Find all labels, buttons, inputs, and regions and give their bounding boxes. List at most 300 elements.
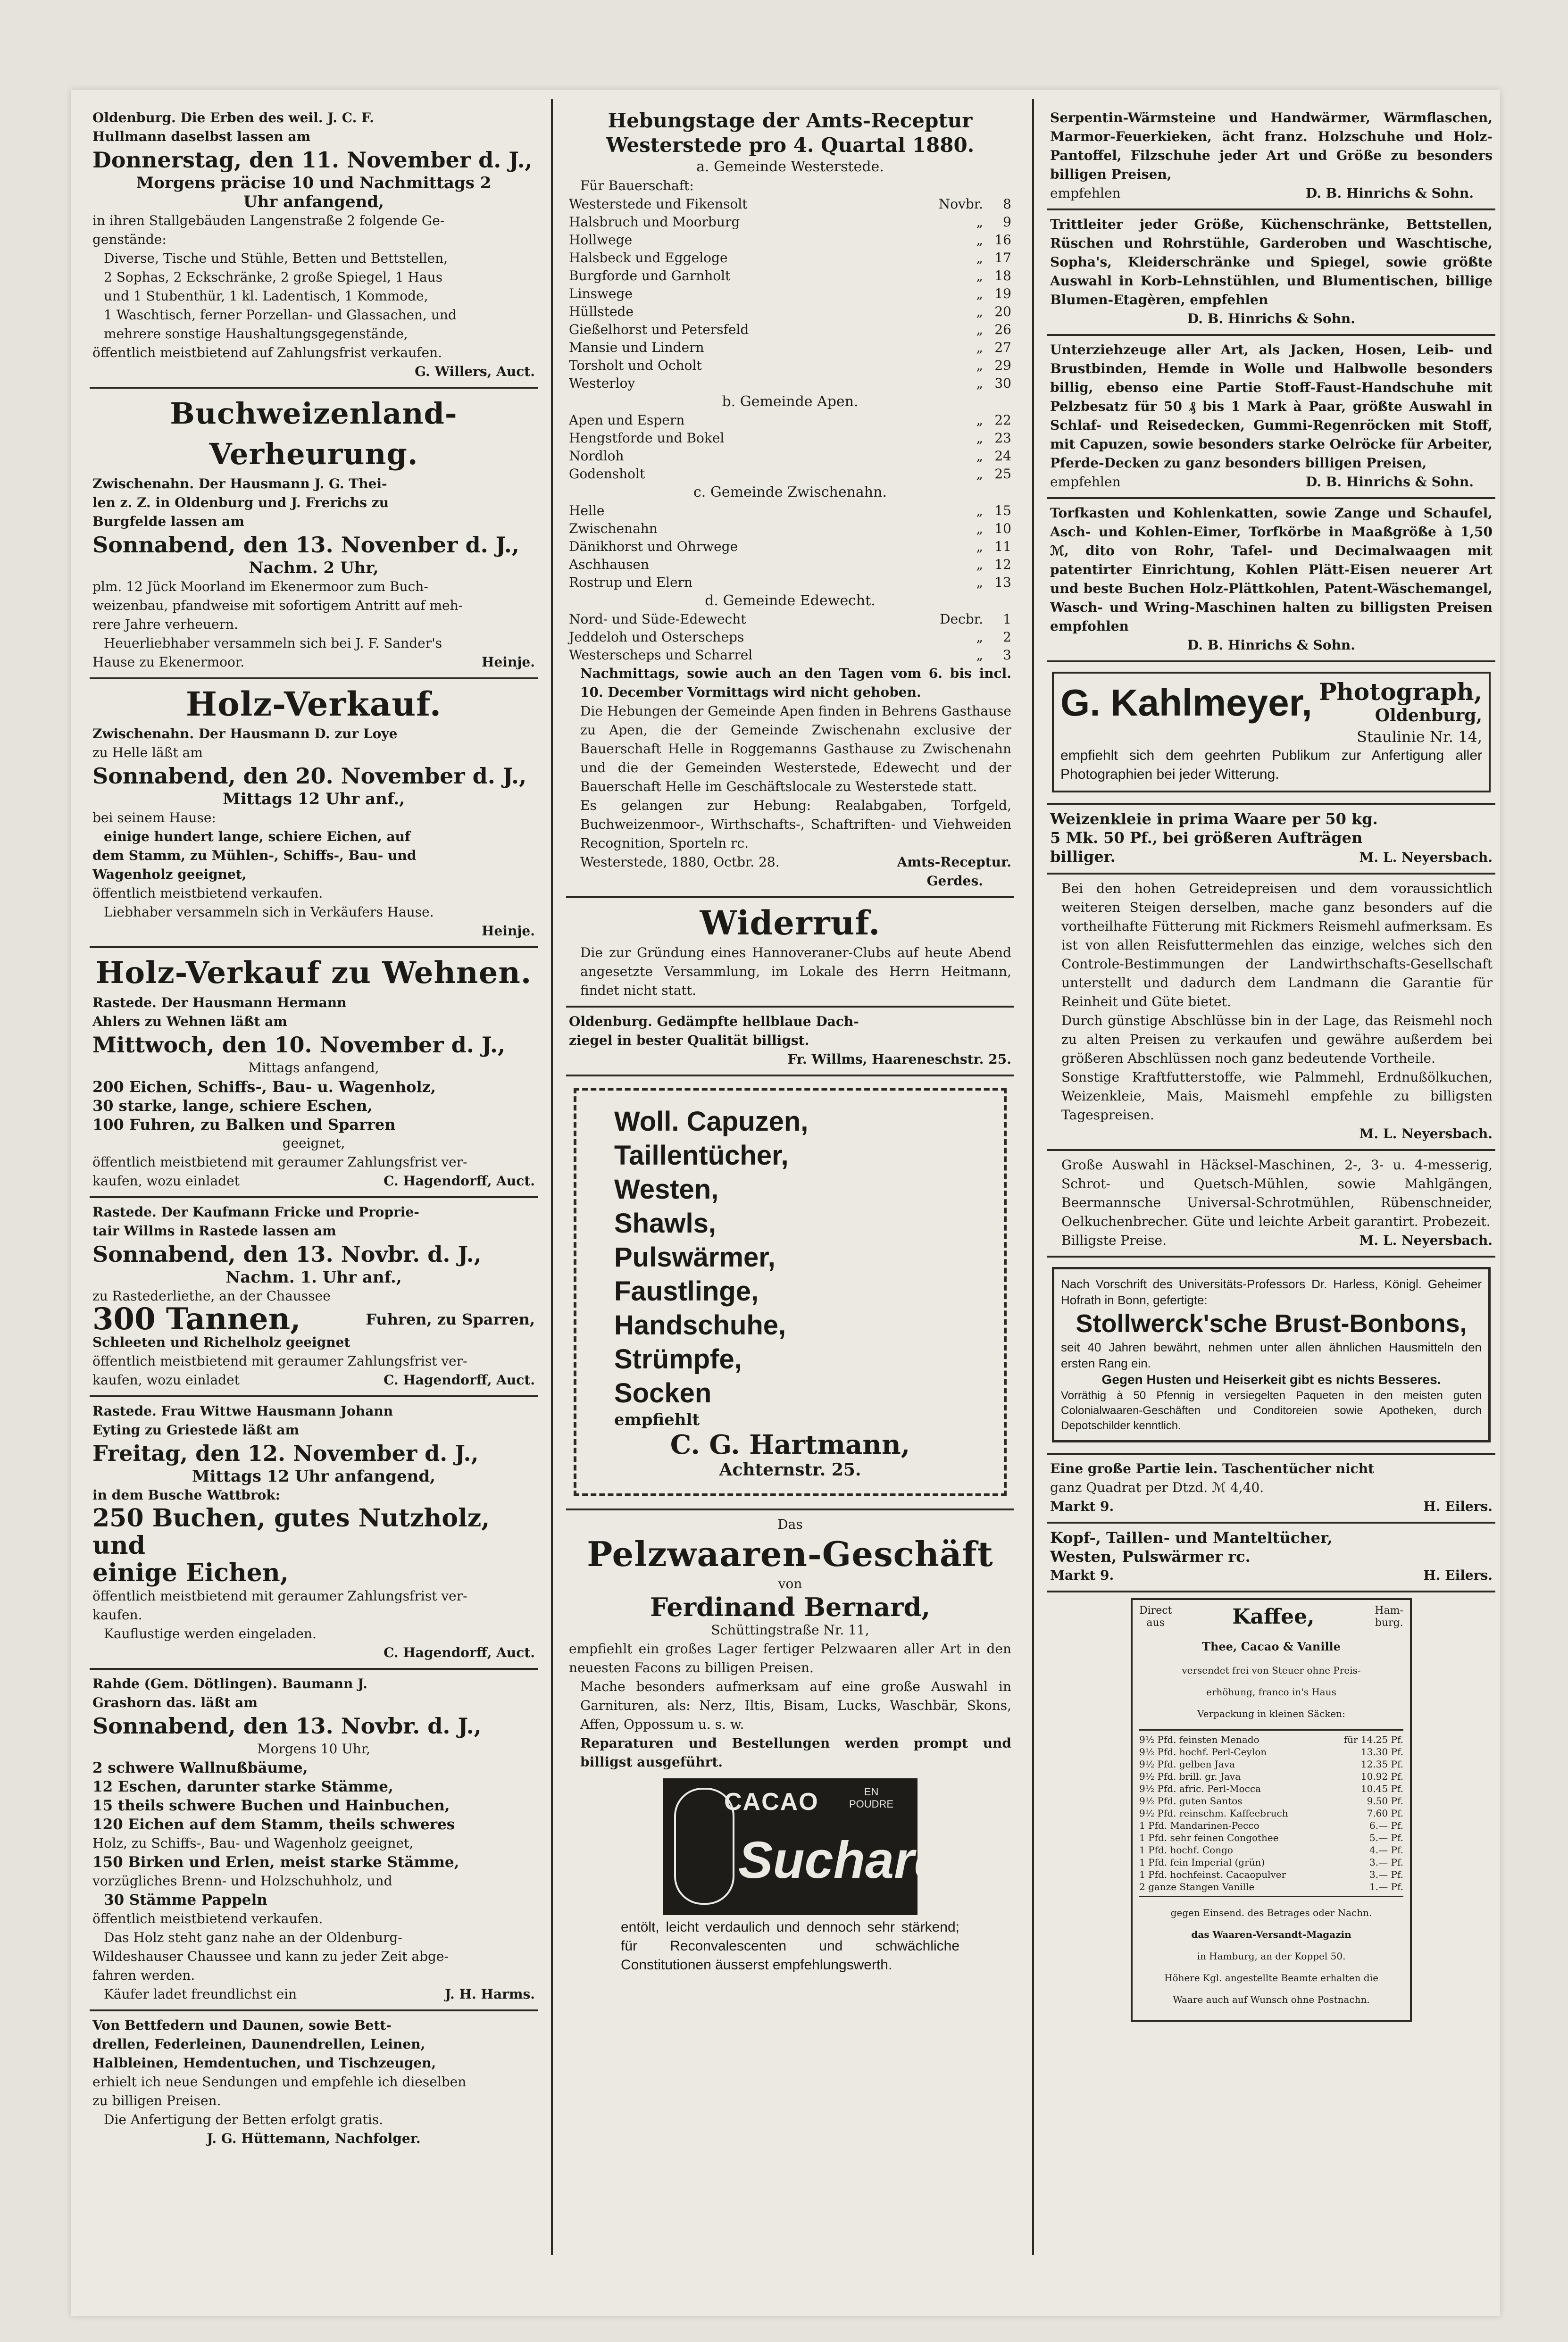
- ad-text: Kopf-, Taillen- und Manteltücher,: [1050, 1529, 1333, 1547]
- schedule-row: [569, 465, 1011, 483]
- ad-time: Morgens 10 Uhr,: [257, 1741, 371, 1757]
- ad-text: Ham-: [1375, 1605, 1403, 1617]
- schedule-day: 30: [994, 375, 1011, 391]
- ad-time: Nachm. 2 Uhr,: [249, 558, 379, 577]
- ad-text: Die zur Gründung eines Hannoveraner-Clubs auf heute Abend angesetzte Versammlung, im Lokale des Herrn Heitmann, findet nicht statt.: [580, 945, 1011, 998]
- ad-text: 150 Birken und Erlen, meist starke Stämme,: [92, 1854, 459, 1871]
- ad-text: erhöhung, franco in's Haus: [1206, 1686, 1336, 1698]
- photographer-box: [1052, 672, 1491, 792]
- schedule-row: [569, 502, 1011, 520]
- price-item: 1 Pfd. hochfeinst. Cacaopulver: [1139, 1869, 1286, 1880]
- ad-text: 30 Stämme Pappeln: [104, 1892, 267, 1909]
- schedule-place: Zwischenahn: [569, 521, 658, 536]
- ad-text: Vorräthig à 50 Pfennig in versiegelten Paqueten in den meisten guten Colonialwaaren-Geschäften und Conditoreien sowie Apotheken, durch Depotschilder kenntlich.: [1061, 1389, 1482, 1432]
- ad-signature: H. Eilers.: [1423, 1567, 1493, 1583]
- schedule-mon: „: [976, 629, 983, 645]
- ad-signature: Ferdinand Bernard,: [650, 1592, 931, 1622]
- ad-text: Wagenholz geeignet,: [92, 867, 247, 882]
- schedule-place: Rostrup und Elern: [569, 575, 693, 590]
- schedule-place: Linswege: [569, 286, 633, 301]
- ad-eilers-tuecher: [1047, 1524, 1495, 1592]
- price-item: 1 Pfd. fein Imperial (grün): [1139, 1857, 1265, 1868]
- ad-address: Schüttingstraße Nr. 11,: [711, 1622, 869, 1638]
- ad-maschinen: [1047, 1151, 1495, 1258]
- schedule-place: Hengstforde und Bokel: [569, 430, 725, 446]
- schedule-day: 29: [994, 358, 1011, 373]
- ad-title: Buchweizenland-Verheurung.: [170, 396, 458, 471]
- schedule-day: 20: [994, 304, 1011, 319]
- schedule-day: 16: [994, 232, 1011, 248]
- schedule-place: Hüllstede: [569, 304, 634, 319]
- schedule-list: [569, 610, 1011, 664]
- ad-signature: D. B. Hinrichs & Sohn.: [1305, 474, 1474, 490]
- ad-text: in ihren Stallgebäuden Langenstraße 2 folgende Ge-: [92, 213, 445, 228]
- price-item: 9½ Pfd. afric. Perl-Mocca: [1139, 1783, 1261, 1794]
- ad-buchen-eyting: [90, 1397, 538, 1670]
- schedule-row: [569, 213, 1011, 231]
- ad-text: Grashorn das. läßt am: [92, 1695, 258, 1710]
- schedule-row: [569, 375, 1011, 392]
- price-value: 3.— Pf.: [1369, 1869, 1403, 1880]
- ad-bettfedern: [90, 2011, 538, 2154]
- ad-signature: C. Hagendorff, Auct.: [384, 1173, 535, 1189]
- ad-title: Kaffee,: [1232, 1605, 1315, 1629]
- ad-text: Durch günstige Abschlüsse bin in der Lage, das Reismehl noch zu alten Preisen zu verkaufen und gewähre außerdem bei größeren Abschlüssen noch ganz bedeutende Vortheile.: [1061, 1013, 1493, 1066]
- ad-title: Holz-Verkauf.: [185, 684, 442, 724]
- logo-text: CACAO: [724, 1788, 819, 1816]
- schedule-mon: „: [976, 286, 983, 301]
- ad-text: genstände:: [92, 232, 167, 247]
- ad-auction-hullmann: [90, 104, 538, 389]
- logo-brand: Suchard: [738, 1831, 946, 1889]
- wares-item: Shawls,: [614, 1208, 716, 1239]
- ad-text: Nach Vorschrift des Universitäts-Professors Dr. Harless, Königl. Geheimer Hofrath in Bonn, gefertigte:: [1061, 1277, 1482, 1307]
- ad-title: Westerstede pro 4. Quartal 1880.: [606, 133, 975, 157]
- ad-text: Thee, Cacao & Vanille: [1202, 1640, 1341, 1653]
- schedule-place: Helle: [569, 503, 605, 518]
- schedule-mon: „: [976, 557, 983, 572]
- section-heading: c. Gemeinde Zwischenahn.: [693, 484, 887, 500]
- ad-title: Stollwerck'sche Brust-Bonbons,: [1076, 1309, 1467, 1338]
- price-item: 1 Pfd. Mandarinen-Pecco: [1139, 1820, 1259, 1831]
- ad-text: Wildeshauser Chaussee und kann zu jeder Zeit abge-: [92, 1949, 449, 1964]
- ad-highlight: einige Eichen,: [92, 1559, 289, 1587]
- price-row: [1139, 1856, 1403, 1868]
- schedule-row: [569, 556, 1011, 574]
- schedule-place: Jeddeloh und Osterscheps: [569, 629, 744, 645]
- ad-text: Die Hebungen der Gemeinde Apen finden in Behrens Gasthause zu Apen, die der Gemeinde Zwischenahn exclusive der Bauerschaft Helle in Roggemanns Gasthause zu Zwischenahn und die der Gemeinden Westerstede, Edewecht und der Bauerschaft Helle im Geschäftslocale zu Westerstede statt.: [580, 703, 1011, 794]
- ad-text: Direct: [1139, 1605, 1172, 1617]
- ad-tannen: [90, 1198, 538, 1397]
- ad-text: in dem Busche Wattbrok:: [92, 1487, 281, 1503]
- ad-time: Uhr anfangend,: [243, 192, 384, 211]
- ad-text: versendet frei von Steuer ohne Preis-: [1182, 1665, 1361, 1676]
- price-row: [1139, 1868, 1403, 1881]
- ad-text: öffentlich meistbietend auf Zahlungsfrist verkaufen.: [92, 345, 442, 360]
- ad-reismehl: [1047, 875, 1495, 1151]
- price-row: [1139, 1881, 1403, 1893]
- ornamental-frame: [574, 1088, 1007, 1496]
- ad-text: billiger.: [1050, 848, 1116, 866]
- ad-text: Unterziehzeuge aller Art, als Jacken, Hosen, Leib- und Brustbinden, Hemde in Wolle und Halbwolle besonders billig, ebenso eine Partie Stoff-Faust-Handschuhe mit Pelzbesatz für 50 ₰ bis 1 Mark à Paar, größte Auswahl in Schlaf- und Reisedecken, Gummi-Regenröcken mit Stoff, mit Capuzen, sowie besonders starke Oelröcke für Arbeiter, Pferde-Decken zu ganz besonders billigen Preisen,: [1050, 342, 1493, 471]
- ad-signature: M. L. Neyersbach.: [1359, 1126, 1493, 1142]
- ad-stollwerck: [1047, 1258, 1495, 1455]
- schedule-place: Torsholt und Ocholt: [569, 358, 702, 373]
- ad-text: geeignet,: [282, 1135, 345, 1151]
- wares-item: Pulswärmer,: [614, 1242, 776, 1273]
- price-item: 9½ Pfd. brill. gr. Java: [1139, 1771, 1241, 1782]
- ad-date: Mittwoch, den 10. November d. J.,: [92, 1032, 506, 1058]
- schedule-place: Burgforde und Garnholt: [569, 268, 731, 283]
- schedule-row: [569, 339, 1011, 357]
- ad-hinrichs-unterzeug: [1047, 336, 1495, 499]
- price-item: 9½ Pfd. guten Santos: [1139, 1795, 1243, 1807]
- ad-text: kaufen, wozu einladet: [92, 1173, 240, 1189]
- ad-text: rere Jahre verheuern.: [92, 617, 238, 632]
- ad-text: Für Bauerschaft:: [580, 178, 694, 193]
- schedule-place: Hollwege: [569, 232, 633, 248]
- schedule-place: Halsbruch und Moorburg: [569, 214, 740, 230]
- ad-holz-verkauf-zur-loye: [90, 679, 538, 948]
- column-3: [1047, 104, 1495, 2027]
- schedule-place: Westerscheps und Scharrel: [569, 647, 753, 663]
- ad-signature: C. Hagendorff, Auct.: [384, 1372, 535, 1388]
- ad-text: weizenbau, pfandweise mit sofortigem Antritt auf meh-: [92, 598, 463, 613]
- ad-text: Ahlers zu Wehnen läßt am: [92, 1014, 287, 1029]
- ad-text: Das: [777, 1517, 803, 1532]
- ad-text: Halbleinen, Hemdentuchen, und Tischzeugen,: [92, 2055, 436, 2071]
- schedule-day: 26: [994, 322, 1011, 337]
- ad-text: bei seinem Hause:: [92, 810, 216, 825]
- ad-text: Das Holz steht ganz nahe an der Oldenburg-: [104, 1930, 402, 1945]
- column-rule: [1032, 99, 1034, 2255]
- schedule-place: Westerloy: [569, 375, 635, 391]
- schedule-day: 3: [1003, 647, 1011, 663]
- ad-address: Markt 9.: [1050, 1567, 1114, 1583]
- schedule-day: 12: [994, 557, 1011, 572]
- ad-hinrichs-torfkasten: [1047, 499, 1495, 662]
- ad-weizenkleie: [1047, 805, 1495, 875]
- ad-text: öffentlich meistbietend verkaufen.: [92, 885, 323, 901]
- schedule-mon: „: [976, 250, 983, 266]
- price-value: für 14.25 Pf.: [1343, 1734, 1403, 1745]
- ad-widerruf: [566, 898, 1014, 1008]
- column-1: [90, 104, 538, 2154]
- ad-kaffee: [1131, 1598, 1412, 2022]
- schedule-place: Halsbeck und Eggeloge: [569, 250, 728, 266]
- ad-text: fahren werden.: [92, 1967, 195, 1983]
- schedule-place: Aschhausen: [569, 557, 650, 572]
- schedule-list: [569, 411, 1011, 483]
- ad-text: Liebhaber versammeln sich in Verkäufers Hause.: [104, 904, 434, 920]
- wares-item: Taillentücher,: [614, 1140, 789, 1171]
- schedule-place: Mansie und Lindern: [569, 340, 704, 355]
- schedule-row: [569, 429, 1011, 447]
- schedule-list: [569, 502, 1011, 592]
- wares-item: Westen,: [614, 1174, 719, 1205]
- ad-signature: Fr. Willms, Haareneschstr. 25.: [787, 1051, 1011, 1067]
- price-row: [1139, 1758, 1403, 1770]
- logo-text: EN POUDRE: [849, 1786, 894, 1810]
- ad-kahlmeyer: [1047, 662, 1495, 805]
- price-value: 10.92 Pf.: [1360, 1771, 1403, 1782]
- ad-text: öffentlich meistbietend mit geraumer Zahlungsfrist ver-: [92, 1588, 467, 1604]
- schedule-mon: „: [976, 214, 983, 230]
- ad-text: Sonstige Kraftfutterstoffe, wie Palmmehl, Erdnußölkuchen, Weizenkleie, Mais, Maismehl empfehle zu billigsten Tagespreisen.: [1061, 1069, 1493, 1123]
- ad-address: Achternstr. 25.: [719, 1460, 861, 1480]
- ad-text: Höhere Kgl. angestellte Beamte erhalten die: [1164, 1972, 1378, 1984]
- ad-signature: Amts-Receptur.: [897, 854, 1011, 870]
- ad-text: einige hundert lange, schiere Eichen, auf: [104, 829, 411, 844]
- section-heading: d. Gemeinde Edewecht.: [705, 592, 876, 609]
- ad-text: Bei den hohen Getreidepreisen und dem voraussichtlich weiteren Steigen derselben, mache ganz besonders auf die vortheilhafte Fütterung mit Rickmers Reismehl aufmerksam. Es ist von allen Reisfuttermehlen das einzige, welches sich den Controle-Bestimmungen der Landwirthschafts-Gesellschaft unterstellt und dadurch dem Landmann die Garantie für Reinheit und Güte bietet.: [1061, 881, 1493, 1009]
- price-row: [1139, 1795, 1403, 1807]
- ad-text: 200 Eichen, Schiffs-, Bau- u. Wagenholz,: [92, 1078, 436, 1096]
- price-value: 6.— Pf.: [1369, 1820, 1403, 1831]
- ad-hartmann: [566, 1076, 1014, 1510]
- ad-date: Sonnabend, den 13. Novenber d. J.,: [92, 532, 519, 558]
- price-row: [1139, 1807, 1403, 1819]
- ad-text: 2 schwere Wallnußbäume,: [92, 1759, 308, 1776]
- schedule-mon: „: [976, 412, 983, 428]
- ad-text: Westerstede, 1880, Octbr. 28.: [580, 854, 780, 870]
- ad-text: Burgfelde lassen am: [92, 514, 244, 529]
- ad-text: plm. 12 Jück Moorland im Ekenermoor zum Buch-: [92, 579, 428, 594]
- ad-text: Eine große Partie lein. Taschentücher nicht: [1050, 1461, 1374, 1476]
- schedule-mon: „: [976, 448, 983, 464]
- schedule-mon: „: [976, 340, 983, 355]
- ad-title: Holz-Verkauf zu Wehnen.: [95, 955, 532, 991]
- ad-text: Zwischenahn. Der Hausmann D. zur Loye: [92, 726, 398, 742]
- schedule-mon: „: [976, 232, 983, 248]
- ad-text: zu Rastederliethe, an der Chaussee: [92, 1288, 331, 1304]
- suchard-logo: [663, 1778, 946, 1915]
- schedule-place: Gießelhorst und Petersfeld: [569, 322, 749, 337]
- ad-address: Markt 9.: [1050, 1499, 1114, 1514]
- ad-text: Große Auswahl in Häcksel-Maschinen, 2-, 3- u. 4-messerig, Schrot- und Quetsch-Mühlen, sowie Mahlgängen, Beermannsche Universal-Schrotmühlen, Rübenschneider, Oelkuchenbrecher. Güte und leichte Arbeit garantirt. Probezeit.: [1061, 1157, 1493, 1229]
- ad-text: Reparaturen und Bestellungen werden prompt und billigst ausgeführt.: [580, 1735, 1011, 1770]
- ad-date: Donnerstag, den 11. November d. J.,: [92, 147, 533, 173]
- price-value: 1.— Pf.: [1369, 1881, 1403, 1892]
- schedule-row: [569, 249, 1011, 267]
- ad-date: Sonnabend, den 20. November d. J.,: [92, 763, 527, 789]
- schedule-place: Dänikhorst und Ohrwege: [569, 539, 738, 554]
- ad-text: Oldenburg,: [1375, 706, 1482, 725]
- divider: [1139, 1896, 1403, 1897]
- section-heading: a. Gemeinde Westerstede.: [696, 158, 884, 175]
- ad-title: Widerruf.: [700, 903, 881, 942]
- price-item: 1 Pfd. hochf. Congo: [1139, 1844, 1233, 1856]
- ad-text: Die Anfertigung der Betten erfolgt gratis.: [104, 2112, 384, 2127]
- ad-dachziegel: [566, 1008, 1014, 1076]
- ad-signature: Heinje.: [482, 923, 535, 939]
- ad-highlight: 250 Buchen, gutes Nutzholz, und: [92, 1504, 490, 1560]
- ad-text: das Waaren-Versandt-Magazin: [1191, 1929, 1351, 1940]
- ad-text: mehrere sonstige Haushaltungsgegenstände,: [104, 326, 408, 342]
- ad-text: und 1 Stubenthür, 1 kl. Ladentisch, 1 Kommode,: [104, 288, 428, 304]
- schedule-mon: „: [976, 322, 983, 337]
- schedule-day: 13: [994, 575, 1011, 590]
- ad-signature: D. B. Hinrichs & Sohn.: [1187, 637, 1356, 653]
- schedule-row: [569, 321, 1011, 339]
- ad-text: von: [778, 1576, 802, 1592]
- ad-text: 120 Eichen auf dem Stamm, theils schweres: [92, 1816, 455, 1833]
- stollwerck-box: [1052, 1267, 1491, 1442]
- ad-signature: J. G. Hüttemann, Nachfolger.: [207, 2131, 421, 2146]
- price-value: 4.— Pf.: [1369, 1844, 1403, 1856]
- price-row: [1139, 1819, 1403, 1832]
- ad-signature: C. Hagendorff, Auct.: [384, 1645, 535, 1660]
- schedule-day: 22: [994, 412, 1011, 428]
- wares-item: Socken: [614, 1378, 712, 1409]
- ad-signature: D. B. Hinrichs & Sohn.: [1305, 185, 1474, 201]
- ad-text: Mittags anfangend,: [248, 1060, 379, 1075]
- ad-signature: G. Willers, Auct.: [415, 364, 535, 379]
- ad-text: Serpentin-Wärmsteine und Handwärmer, Wärmflaschen, Marmor-Feuerkieken, ächt franz. Holzschuhe und Holz-Pantoffel, Filzschuhe jeder Art und Größe zu besonders billigen Preisen,: [1050, 110, 1493, 182]
- ad-text: öffentlich meistbietend mit geraumer Zahlungsfrist ver-: [92, 1353, 467, 1369]
- ad-title: Hebungstage der Amts-Receptur: [608, 109, 973, 132]
- ad-text: burg.: [1375, 1617, 1403, 1629]
- ad-text: entölt, leicht verdaulich und dennoch sehr stärkend; für Reconvalescenten und schwächliche Constitutionen äusserst empfehlungswerth.: [621, 1919, 959, 1973]
- price-value: 9.50 Pf.: [1367, 1795, 1403, 1807]
- ad-text: Rastede. Frau Wittwe Hausmann Johann: [92, 1403, 393, 1419]
- schedule-place: Apen und Espern: [569, 412, 685, 428]
- schedule-row: [569, 195, 1011, 213]
- newspaper-page: [71, 90, 1500, 2316]
- ad-buchweizenland: [90, 389, 538, 679]
- ad-text: Holz, zu Schiffs-, Bau- und Wagenholz geeignet,: [92, 1835, 414, 1851]
- price-item: 9½ Pfd. reinschm. Kaffeebruch: [1139, 1808, 1288, 1819]
- wares-item: Faustlinge,: [614, 1276, 759, 1307]
- schedule-day: 2: [1003, 629, 1011, 645]
- ad-text: Billigste Preise.: [1061, 1233, 1167, 1248]
- schedule-day: 15: [994, 503, 1011, 518]
- price-value: 5.— Pf.: [1369, 1832, 1403, 1843]
- ad-text: Eyting zu Griestede läßt am: [92, 1422, 300, 1438]
- schedule-row: [569, 610, 1011, 628]
- schedule-day: 9: [1003, 214, 1011, 230]
- schedule-day: 8: [1003, 196, 1011, 212]
- schedule-mon: „: [976, 521, 983, 536]
- price-value: 7.60 Pf.: [1367, 1808, 1403, 1819]
- ad-text: Rastede. Der Kaufmann Fricke und Proprie-: [92, 1204, 419, 1220]
- ad-text: empfiehlt sich dem geehrten Publikum zur Anfertigung aller Photographien bei jeder Witterung.: [1060, 748, 1482, 782]
- ad-eilers-taschentuecher: [1047, 1455, 1495, 1524]
- schedule-mon: „: [976, 304, 983, 319]
- schedule-day: 24: [994, 448, 1011, 464]
- ad-text: gegen Einsend. des Betrages oder Nachn.: [1170, 1907, 1372, 1918]
- price-row: [1139, 1844, 1403, 1856]
- ad-text: 12 Eschen, darunter starke Stämme,: [92, 1778, 393, 1795]
- ad-text: Diverse, Tische und Stühle, Betten und Bettstellen,: [104, 250, 448, 266]
- ad-text: Photograph,: [1318, 678, 1482, 706]
- ad-hebungstage: [566, 104, 1014, 898]
- ad-text: aus: [1146, 1617, 1165, 1629]
- ad-text: Waare auch auf Wunsch ohne Postnachn.: [1173, 1994, 1370, 2005]
- schedule-day: 11: [994, 539, 1011, 554]
- schedule-mon: „: [976, 575, 983, 590]
- ad-text: Rastede. Der Hausmann Hermann: [92, 995, 347, 1010]
- wares-item: Handschuhe,: [614, 1310, 786, 1341]
- wares-item: Woll. Capuzen,: [614, 1106, 809, 1137]
- schedule-row: [569, 303, 1011, 321]
- price-item: 9½ Pfd. hochf. Perl-Ceylon: [1139, 1746, 1267, 1758]
- column-2: [566, 104, 1014, 1980]
- schedule-row: [569, 267, 1011, 285]
- ad-text: empfehlen: [1050, 185, 1121, 201]
- ad-text: Zwischenahn. Der Hausmann J. G. Thei-: [92, 476, 387, 492]
- schedule-row: [569, 628, 1011, 646]
- ad-text: 1 Waschtisch, ferner Porzellan- und Glassachen, und: [104, 307, 457, 323]
- ad-text: 15 theils schwere Buchen und Hainbuchen,: [92, 1797, 450, 1814]
- ad-text: Es gelangen zur Hebung: Realabgaben, Torfgeld, Buchweizenmoor-, Wirthschafts-, Schaftriften- und Viehweiden Recognition, Sporteln rc.: [580, 798, 1011, 851]
- schedule-day: 27: [994, 340, 1011, 355]
- ad-hinrichs-moebel: [1047, 210, 1495, 336]
- schedule-row: [569, 285, 1011, 303]
- ad-pelzwaaren: [566, 1510, 1014, 1980]
- ad-signature: M. L. Neyersbach.: [1359, 850, 1493, 865]
- ad-text: Weizenkleie in prima Waare per 50 kg.: [1050, 810, 1378, 828]
- wares-list: [586, 1105, 994, 1410]
- ad-text: seit 40 Jahren bewährt, nehmen unter allen ähnlichen Hausmitteln den ersten Rang ein.: [1061, 1340, 1482, 1370]
- ad-text: Hause zu Ekenermoor.: [92, 654, 245, 670]
- schedule-mon: „: [976, 466, 983, 482]
- ad-text: kaufen.: [92, 1607, 142, 1623]
- schedule-row: [569, 357, 1011, 375]
- ad-text: Von Bettfedern und Daunen, sowie Bett-: [92, 2017, 392, 2033]
- ad-date: Sonnabend, den 13. Novbr. d. J.,: [92, 1242, 482, 1267]
- divider: [1139, 1729, 1403, 1731]
- ad-text: empfehlen: [1050, 474, 1121, 490]
- price-value: 12.35 Pf.: [1360, 1759, 1403, 1770]
- ad-text: Westen, Pulswärmer rc.: [1050, 1548, 1251, 1566]
- ad-text: Heuerliebhaber versammeln sich bei J. F. Sander's: [104, 635, 442, 651]
- schedule-day: 17: [994, 250, 1011, 266]
- schedule-day: 10: [994, 521, 1011, 536]
- schedule-row: [569, 574, 1011, 592]
- ad-text: vorzügliches Brenn- und Holzschuhholz, und: [92, 1873, 392, 1889]
- ad-text: Rahde (Gem. Dötlingen). Baumann J.: [92, 1676, 367, 1692]
- ad-text: erhielt ich neue Sendungen und empfehle ich dieselben: [92, 2074, 467, 2090]
- ad-date: Sonnabend, den 13. Novbr. d. J.,: [92, 1713, 482, 1739]
- ad-text: Oldenburg. Gedämpfte hellblaue Dach-: [569, 1014, 859, 1029]
- ad-text: kaufen, wozu einladet: [92, 1372, 240, 1388]
- price-item: 2 ganze Stangen Vanille: [1139, 1881, 1255, 1892]
- ad-text: Schleeten und Richelholz geeignet: [92, 1334, 350, 1350]
- schedule-mon: „: [976, 268, 983, 283]
- ad-text: 5 Mk. 50 Pf., bei größeren Aufträgen: [1050, 829, 1363, 847]
- ad-text: ganz Quadrat per Dtzd. ℳ 4,40.: [1050, 1480, 1264, 1495]
- ad-date: Freitag, den 12. November d. J.,: [92, 1441, 479, 1466]
- schedule-mon: Novbr.: [938, 196, 983, 212]
- ad-title: G. Kahlmeyer,: [1060, 682, 1312, 724]
- ad-signature: Heinje.: [482, 654, 535, 670]
- schedule-mon: „: [976, 430, 983, 446]
- price-row: [1139, 1746, 1403, 1758]
- schedule-row: [569, 447, 1011, 465]
- ad-text: Käufer ladet freundlichst ein: [104, 1986, 297, 2002]
- price-row: [1139, 1770, 1403, 1783]
- schedule-day: 25: [994, 466, 1011, 482]
- schedule-place: Godensholt: [569, 466, 645, 482]
- ad-time: Mittags 12 Uhr anf.,: [223, 790, 405, 808]
- schedule-list: [569, 195, 1011, 392]
- ad-highlight: 300 Tannen,: [92, 1301, 301, 1337]
- ad-text: Kauflustige werden eingeladen.: [104, 1626, 317, 1642]
- price-row: [1139, 1734, 1403, 1746]
- schedule-row: [569, 646, 1011, 664]
- ad-text: ziegel in bester Qualität billigst.: [569, 1033, 809, 1048]
